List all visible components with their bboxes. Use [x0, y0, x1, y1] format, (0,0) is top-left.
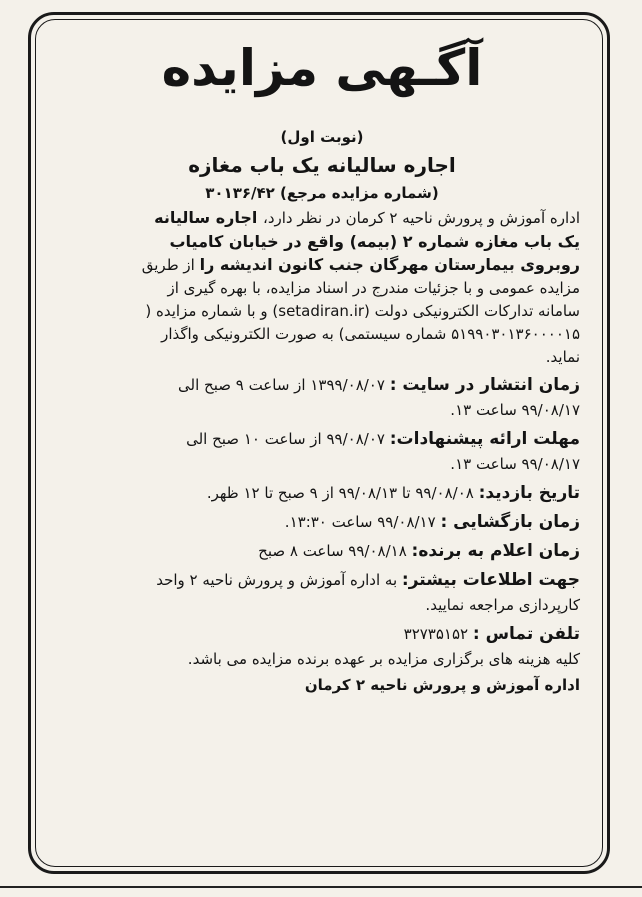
- publish-time: [64, 373, 580, 398]
- body-line-2: یک باب مغازه شماره ۲ (بیمه) واقع در خیابان کامیاب: [169, 232, 580, 251]
- notice-round: (نوبت اول): [280, 128, 364, 146]
- opening-value: ۹۹/۰۸/۱۷ ساعت ۱۳:۳۰.: [284, 513, 436, 531]
- body-line-6: ۵۱۹۹۰۳۰۱۳۶۰۰۰۰۱۵ شماره سیستمی) به صورت الکترونیکی واگذار: [161, 325, 580, 343]
- body-emphasis: اجاره سالیانه: [154, 208, 263, 227]
- publish-label: زمان انتشار در سایت :: [389, 375, 580, 395]
- visit-value: ۹۹/۰۸/۰۸ تا ۹۹/۰۸/۱۳ از ۹ صبح تا ۱۲ ظهر.: [206, 484, 474, 502]
- visit-date: [64, 481, 580, 506]
- info-value: به اداره آموزش و پرورش ناحیه ۲ واحد: [156, 571, 398, 589]
- costs-note: کلیه هزینه های برگزاری مزایده بر عهده برنده مزایده می باشد.: [187, 650, 580, 668]
- deadline-value: ۹۹/۰۸/۰۷ از ساعت ۱۰ صبح الی: [186, 430, 385, 448]
- body-emphasis: روبروی بیمارستان مهرگان جنب کانون اندیشه را: [199, 255, 580, 274]
- phone-label: تلفن تماس :: [472, 624, 580, 644]
- opening-label: زمان بازگشایی :: [440, 512, 580, 532]
- contact-phone: [64, 622, 580, 647]
- body-line-5: [64, 300, 580, 323]
- body-text: اداره آموزش و پرورش ناحیه ۲ کرمان در نظر دارد،: [262, 209, 580, 227]
- deadline-label: مهلت ارائه پیشنهادات:: [389, 429, 580, 449]
- body-line-4: مزایده عمومی و با جزئیات مندرج در اسناد مزایده، با بهره گیری از: [167, 279, 580, 297]
- phone-value: ۳۲۷۳۵۱۵۲: [403, 625, 469, 643]
- body-text: از طریق: [141, 256, 200, 274]
- notice-title: آگـهی مزایده: [161, 39, 483, 97]
- issuer-signature: اداره آموزش و پرورش ناحیه ۲ کرمان: [304, 676, 580, 694]
- body-line-7: نماید.: [545, 348, 580, 366]
- visit-label: تاریخ بازدید:: [478, 483, 580, 503]
- winner-value: ۹۹/۰۸/۱۸ ساعت ۸ صبح: [258, 542, 407, 560]
- body-text: ) و با شماره مزایده (: [145, 302, 279, 320]
- website-link[interactable]: setadiran.ir: [278, 302, 365, 320]
- winner-announce: [64, 539, 580, 564]
- more-info-cont: کارپردازی مراجعه نمایید.: [425, 596, 580, 614]
- bid-deadline: [64, 427, 580, 452]
- winner-label: زمان اعلام به برنده:: [411, 541, 580, 561]
- more-info: [64, 568, 580, 593]
- body-text: سامانه تدارکات الکترونیکی دولت (: [364, 302, 580, 320]
- opening-time: [64, 510, 580, 535]
- notice-headline: اجاره سالیانه یک باب مغازه: [188, 153, 456, 177]
- body-line-1: [64, 206, 580, 230]
- reference-number: (شماره مزایده مرجع) ۳۰۱۳۶/۴۲: [205, 184, 439, 202]
- info-label: جهت اطلاعات بیشتر:: [401, 570, 580, 590]
- auction-notice: [64, 22, 580, 862]
- publish-value: ۱۳۹۹/۰۸/۰۷ از ساعت ۹ صبح الی: [178, 376, 385, 394]
- publish-time-cont: ۹۹/۰۸/۱۷ ساعت ۱۳.: [450, 401, 580, 419]
- body-line-3: [64, 253, 580, 277]
- bid-deadline-cont: ۹۹/۰۸/۱۷ ساعت ۱۳.: [450, 455, 580, 473]
- bottom-rule: [0, 886, 642, 888]
